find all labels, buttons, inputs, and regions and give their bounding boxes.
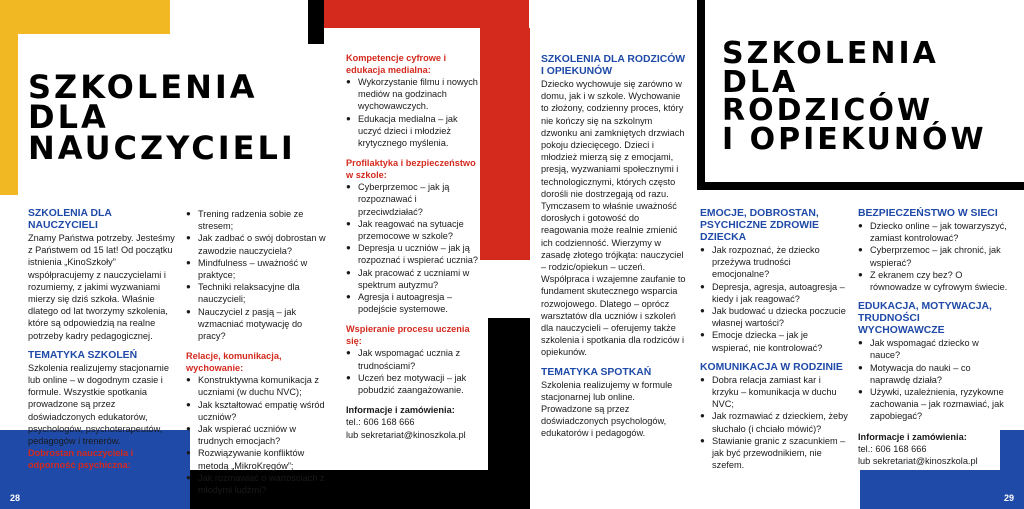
list-item: ● Motywacja do nauki – co naprawdę działa? xyxy=(858,362,1008,386)
digital-list xyxy=(346,76,482,149)
red-block-lower xyxy=(480,28,530,260)
list-item: ● Jak wspierać uczniów w trudnych emocjach? xyxy=(186,423,326,447)
right-title xyxy=(722,36,987,157)
list-item: ● Depresja, agresja, autoagresja – kiedy i jak reagować? xyxy=(700,281,848,305)
list-item: ● Jak rozpoznać, że dziecko przeżywa trudności emocjonalne? xyxy=(700,244,848,281)
left-heading-digital: Kompetencje cyfrowe i edukacja medialna: xyxy=(346,53,447,75)
left-heading-prevention: Profilaktyka i bezpieczeństwo w szkole: xyxy=(346,158,476,181)
list-item: ● Uczeń bez motywacji – jak pobudzić zaangażowanie. xyxy=(346,372,482,396)
safety-list xyxy=(858,220,1008,293)
left-title xyxy=(28,68,296,167)
left-col-3 xyxy=(346,52,482,441)
list-item: ● Z ekranem czy bez? O równowadze w cyfrowym świecie. xyxy=(858,269,1008,293)
list-item: ● Jak kształtować empatię wśród uczniów? xyxy=(186,399,326,423)
left-contact-heading: Informacje i zamówienia: xyxy=(346,405,455,416)
left-intro-text: Znamy Państwa potrzeby. Jesteśmy z Państwem od 15 lat! Od początku istnienia „KinoSzkoły” współpracujemy z nauczycielami i rozumiemy, z jakimi wyzwaniami mierzy się dziś szkoła. Właśnie dlatego od lat tworzymy szkolenia, które są odpowiedzią na realne potrzeby kadry pedagogicznej. xyxy=(28,233,175,341)
right-contact-phone[interactable]: tel.: 606 168 666 xyxy=(858,443,927,454)
right-title-line-1: SZKOLENIA xyxy=(722,36,939,71)
list-item: ● Jak zadbać o swój dobrostan w zawodzie nauczyciela? xyxy=(186,232,326,256)
left-title-line-1: SZKOLENIA xyxy=(28,68,258,106)
left-topics-text: Szkolenia realizujemy stacjonarnie lub online – w dogodnym czasie i formule. Wszystkie spotkania prowadzone są przez doświadczonych edukatorów, psychologów, psychoterapeutów, pedagogów i trenerów. xyxy=(28,362,169,447)
right-topics-text: Szkolenia realizujemy w formule stacjonarnej lub online. Prowadzone są przez doświadczonych psychologów, edukatorów i pedagogów. xyxy=(541,379,673,439)
left-title-line-2: DLA xyxy=(28,98,109,137)
right-title-line-4: I OPIEKUNÓW xyxy=(722,121,987,157)
list-item: ● Dziecko online – jak towarzyszyć, zamiast kontrolować? xyxy=(858,220,1008,244)
list-item: ● Używki, uzależnienia, ryzykowne zachowania – jak rozmawiać, jak zapobiegać? xyxy=(858,386,1008,423)
right-heading-education: EDUKACJA, MOTYWACJA, TRUDNOŚCI WYCHOWAWCZE xyxy=(858,301,992,337)
list-item: ● Jak pracować z uczniami w spektrum autyzmu? xyxy=(346,267,482,291)
list-item: ● Edukacja medialna – jak uczyć dzieci i młodzież krytycznego myślenia. xyxy=(346,113,482,150)
left-col-2 xyxy=(186,208,326,496)
list-item: ● Jak rozmawiać z dzieckiem, żeby słuchało (i chciało mówić)? xyxy=(700,410,848,434)
list-item: ● Jak rozmawiać o wartościach z młodymi ludźmi? xyxy=(186,472,326,496)
relations-list xyxy=(186,374,326,496)
right-contact-heading: Informacje i zamówienia: xyxy=(858,431,967,442)
list-item: ● Cyberprzemoc – jak chronić, jak wspierać? xyxy=(858,244,1008,268)
list-item: ● Emocje dziecka – jak je wspierać, nie kontrolować? xyxy=(700,329,848,353)
left-heading-relations: Relacje, komunikacja, wychowanie: xyxy=(186,351,282,374)
right-heading-safety: BEZPIECZEŃSTWO W SIECI xyxy=(858,208,998,219)
right-contact-email[interactable]: lub sekretariat@kinoszkola.pl xyxy=(858,456,978,467)
list-item: ● Depresja u uczniów – jak ją rozpoznać i wspierać ucznia? xyxy=(346,242,482,266)
list-item: ● Techniki relaksacyjne dla nauczycieli; xyxy=(186,281,326,305)
left-col-1 xyxy=(28,208,180,471)
list-item: ● Wykorzystanie filmu i nowych mediów na godzinach wychowawczych. xyxy=(346,76,482,113)
list-item: ● Rozwiązywanie konfliktów metodą „MikroKręgów”; xyxy=(186,447,326,471)
list-item: ● Jak wspomagać dziecko w nauce? xyxy=(858,337,1008,361)
list-item: ● Trening radzenia sobie ze stresem; xyxy=(186,208,326,232)
right-intro-text: Dziecko wychowuje się zarówno w domu, jak i w szkole. Wychowanie to złożony, codzienny proces, który nie kończy się na szkolnym dzwonku ani zamkniętych drzwiach pokoju dziecięcego. Dzieci i młodzież mierzą się z emocjami, presją, wyzwaniami społecznymi i technologicznymi, których często dorośli nie dostrzegają od razu. Tymczasem to właśnie uważność dorosłych i gotowość do reagowania może realnie zmienić ich codzienność. Wierzymy w zasadę złotego trójkąta: nauczyciel – rodzic/opiekun – uczeń. Współpraca i wzajemne zaufanie to fundament skutecznego wsparcia rozwojowego. Dlatego – oprócz warsztatów dla uczniów i szkoleń dla nauczycieli – oferujemy także szkolenia i spotkania dla rodziców i opiekunów. xyxy=(541,79,686,358)
right-title-line-2: DLA xyxy=(722,64,799,100)
list-item: ● Jak reagować na sytuacje przemocowe w szkole? xyxy=(346,218,482,242)
right-heading-topics: TEMATYKA SPOTKAŃ xyxy=(541,366,652,378)
right-col-1 xyxy=(541,54,687,440)
right-heading-parents: SZKOLENIA DLA RODZICÓW I OPIEKUNÓW xyxy=(541,54,686,77)
left-heading-teachers: SZKOLENIA DLA NAUCZYCIELI xyxy=(28,208,112,231)
right-col-2 xyxy=(700,208,848,471)
list-item: ● Jak wspomagać ucznia z trudnościami? xyxy=(346,347,482,371)
learning-list xyxy=(346,347,482,396)
list-item: ● Cyberprzemoc – jak ją rozpoznawać i przeciwdziałać? xyxy=(346,181,482,218)
list-item: ● Nauczyciel z pasją – jak wzmacniać motywację do pracy? xyxy=(186,306,326,343)
emotions-list xyxy=(700,244,848,354)
list-item: ● Jak budować u dziecka poczucie własnej wartości? xyxy=(700,305,848,329)
page-number-right: 29 xyxy=(1003,493,1014,503)
left-contact-email[interactable]: lub sekretariat@kinoszkola.pl xyxy=(346,429,466,440)
wellbeing-list xyxy=(186,208,326,342)
right-heading-communication: KOMUNIKACJA W RODZINIE xyxy=(700,361,843,373)
right-title-line-3: RODZICÓW xyxy=(722,93,934,128)
title-frame-right-bottom xyxy=(697,182,1024,190)
left-contact-phone[interactable]: tel.: 606 168 666 xyxy=(346,417,415,428)
education-list xyxy=(858,337,1008,422)
list-item: ● Mindfulness – uważność w praktyce; xyxy=(186,257,326,281)
list-item: ● Agresja i autoagresja – podejście systemowe. xyxy=(346,291,482,315)
left-heading-learning: Wspieranie procesu uczenia się: xyxy=(346,324,470,347)
left-heading-wellbeing: Dobrostan nauczyciela i odporność psychiczna: xyxy=(28,448,134,471)
list-item: ● Konstruktywna komunikacja z uczniami (w duchu NVC); xyxy=(186,374,326,398)
black-bar-top-left xyxy=(308,0,324,44)
list-item: ● Stawianie granic z szacunkiem – jak być przewodnikiem, nie szefem. xyxy=(700,435,848,472)
page-number-left: 28 xyxy=(10,493,21,503)
right-heading-emotions: EMOCJE, DOBROSTAN, PSYCHICZNE ZDROWIE DZIECKA xyxy=(700,208,819,243)
prevention-list xyxy=(346,181,482,315)
black-block-center xyxy=(488,318,530,509)
left-title-line-3: NAUCZYCIELI xyxy=(28,128,296,167)
title-frame-right-top xyxy=(697,0,705,190)
communication-list xyxy=(700,374,848,472)
right-col-3 xyxy=(858,208,1008,467)
list-item: ● Dobra relacja zamiast kar i krzyku – komunikacja w duchu NVC; xyxy=(700,374,848,411)
left-heading-topics: TEMATYKA SZKOLEŃ xyxy=(28,349,138,361)
red-block xyxy=(324,0,529,28)
